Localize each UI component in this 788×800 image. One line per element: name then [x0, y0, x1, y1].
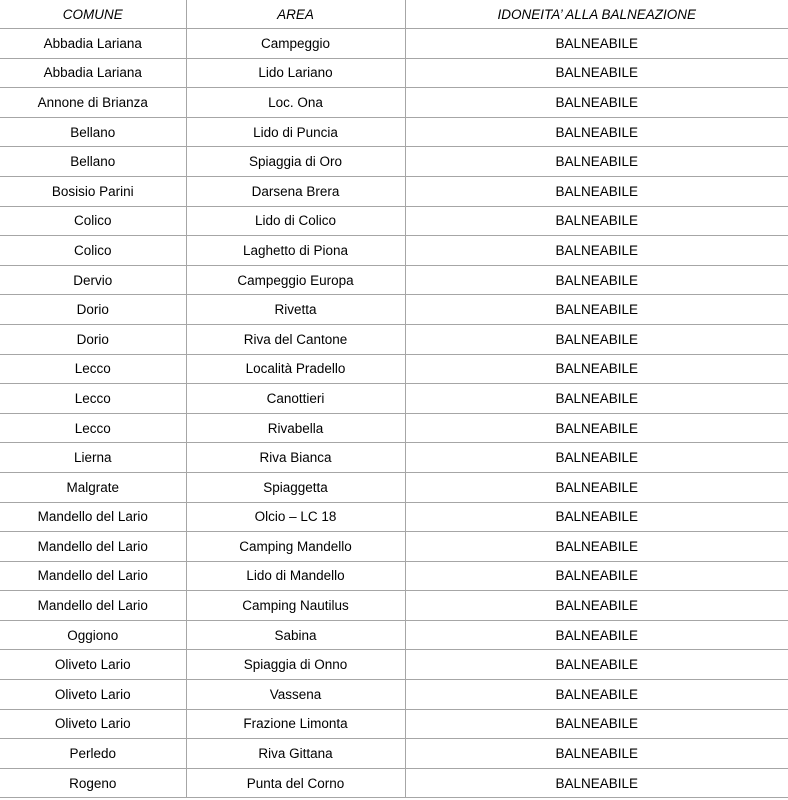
cell-area: Rivetta [186, 295, 405, 325]
cell-status: BALNEABILE [405, 147, 788, 177]
cell-area: Riva del Cantone [186, 324, 405, 354]
table-row [0, 680, 788, 710]
cell-area: Località Pradello [186, 354, 405, 384]
cell-status: BALNEABILE [405, 591, 788, 621]
cell-status: BALNEABILE [405, 176, 788, 206]
table-row [0, 206, 788, 236]
cell-comune: Bellano [0, 117, 186, 147]
cell-status: BALNEABILE [405, 384, 788, 414]
cell-area: Laghetto di Piona [186, 236, 405, 266]
cell-area: Loc. Ona [186, 88, 405, 118]
table-row [0, 591, 788, 621]
table-row [0, 58, 788, 88]
table-row [0, 265, 788, 295]
table-row [0, 768, 788, 798]
cell-status: BALNEABILE [405, 472, 788, 502]
cell-area: Punta del Corno [186, 768, 405, 798]
cell-comune: Oliveto Lario [0, 709, 186, 739]
cell-area: Frazione Limonta [186, 709, 405, 739]
cell-comune: Dervio [0, 265, 186, 295]
table-row [0, 117, 788, 147]
cell-area: Sabina [186, 620, 405, 650]
cell-status: BALNEABILE [405, 561, 788, 591]
cell-comune: Mandello del Lario [0, 561, 186, 591]
cell-comune: Bosisio Parini [0, 176, 186, 206]
table-row [0, 324, 788, 354]
table-row [0, 29, 788, 59]
cell-comune: Bellano [0, 147, 186, 177]
cell-area: Lido di Colico [186, 206, 405, 236]
cell-status: BALNEABILE [405, 236, 788, 266]
table-row [0, 88, 788, 118]
cell-comune: Malgrate [0, 472, 186, 502]
cell-area: Spiaggia di Onno [186, 650, 405, 680]
table-row [0, 236, 788, 266]
table-row [0, 413, 788, 443]
header-area: AREA [186, 0, 405, 29]
cell-area: Riva Gittana [186, 739, 405, 769]
cell-comune: Rogeno [0, 768, 186, 798]
cell-status: BALNEABILE [405, 532, 788, 562]
cell-comune: Perledo [0, 739, 186, 769]
cell-area: Campeggio Europa [186, 265, 405, 295]
table-row [0, 709, 788, 739]
cell-area: Olcio – LC 18 [186, 502, 405, 532]
cell-status: BALNEABILE [405, 443, 788, 473]
cell-comune: Mandello del Lario [0, 532, 186, 562]
cell-area: Spiaggetta [186, 472, 405, 502]
cell-status: BALNEABILE [405, 739, 788, 769]
cell-comune: Dorio [0, 324, 186, 354]
cell-area: Riva Bianca [186, 443, 405, 473]
table-row [0, 532, 788, 562]
table-row [0, 502, 788, 532]
cell-status: BALNEABILE [405, 502, 788, 532]
cell-comune: Lecco [0, 413, 186, 443]
cell-status: BALNEABILE [405, 206, 788, 236]
table-row [0, 620, 788, 650]
cell-comune: Mandello del Lario [0, 502, 186, 532]
table-row [0, 443, 788, 473]
cell-status: BALNEABILE [405, 680, 788, 710]
cell-area: Camping Mandello [186, 532, 405, 562]
table-row [0, 354, 788, 384]
cell-status: BALNEABILE [405, 88, 788, 118]
table-header [0, 0, 788, 29]
cell-comune: Lecco [0, 354, 186, 384]
cell-area: Lido di Mandello [186, 561, 405, 591]
table-row [0, 561, 788, 591]
cell-comune: Lecco [0, 384, 186, 414]
cell-status: BALNEABILE [405, 58, 788, 88]
table-row [0, 384, 788, 414]
cell-area: Rivabella [186, 413, 405, 443]
cell-comune: Abbadia Lariana [0, 58, 186, 88]
cell-status: BALNEABILE [405, 768, 788, 798]
table-row [0, 295, 788, 325]
cell-status: BALNEABILE [405, 650, 788, 680]
cell-status: BALNEABILE [405, 620, 788, 650]
cell-area: Lido Lariano [186, 58, 405, 88]
cell-status: BALNEABILE [405, 265, 788, 295]
cell-comune: Oliveto Lario [0, 680, 186, 710]
cell-status: BALNEABILE [405, 29, 788, 59]
cell-status: BALNEABILE [405, 709, 788, 739]
cell-status: BALNEABILE [405, 295, 788, 325]
cell-status: BALNEABILE [405, 413, 788, 443]
table-row [0, 147, 788, 177]
cell-area: Camping Nautilus [186, 591, 405, 621]
cell-comune: Mandello del Lario [0, 591, 186, 621]
cell-comune: Annone di Brianza [0, 88, 186, 118]
cell-comune: Oggiono [0, 620, 186, 650]
table-body [0, 29, 788, 798]
cell-area: Lido di Puncia [186, 117, 405, 147]
cell-comune: Abbadia Lariana [0, 29, 186, 59]
cell-area: Darsena Brera [186, 176, 405, 206]
table-row [0, 739, 788, 769]
cell-status: BALNEABILE [405, 117, 788, 147]
cell-status: BALNEABILE [405, 354, 788, 384]
cell-comune: Colico [0, 206, 186, 236]
table-row [0, 650, 788, 680]
cell-area: Campeggio [186, 29, 405, 59]
cell-comune: Dorio [0, 295, 186, 325]
cell-status: BALNEABILE [405, 324, 788, 354]
table-row [0, 472, 788, 502]
cell-comune: Lierna [0, 443, 186, 473]
cell-area: Vassena [186, 680, 405, 710]
table-row [0, 176, 788, 206]
cell-area: Canottieri [186, 384, 405, 414]
header-row [0, 0, 788, 29]
header-idoneita: IDONEITA’ ALLA BALNEAZIONE [405, 0, 788, 29]
cell-area: Spiaggia di Oro [186, 147, 405, 177]
cell-comune: Colico [0, 236, 186, 266]
header-comune: COMUNE [0, 0, 186, 29]
cell-comune: Oliveto Lario [0, 650, 186, 680]
